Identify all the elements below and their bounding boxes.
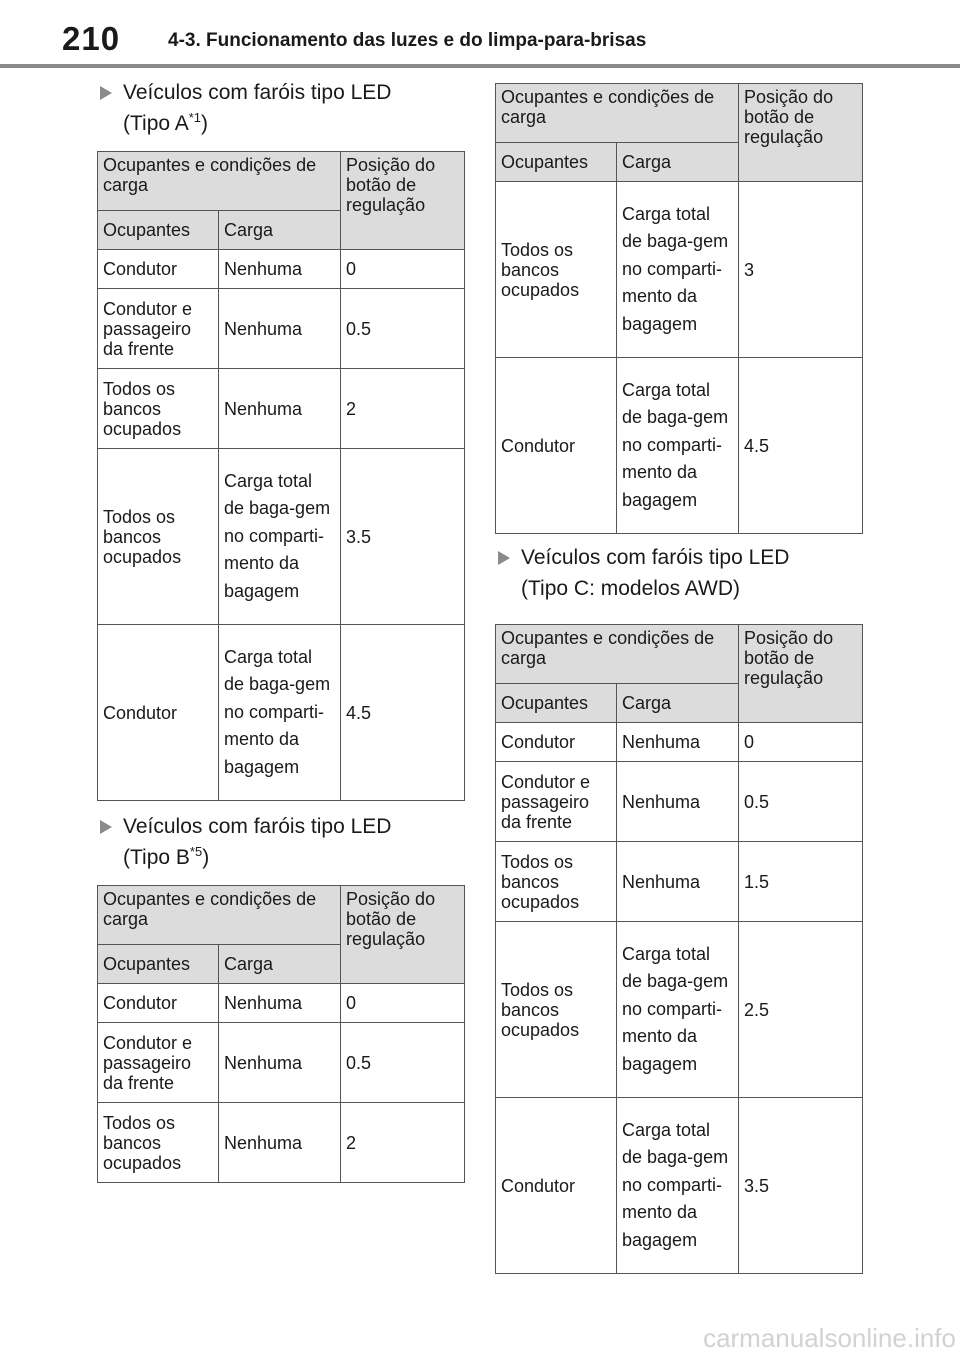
header-divider [0,64,960,68]
cell-position: 3.5 [739,1098,863,1274]
heading-line-2: (Tipo $A^{*1}$) [123,110,209,135]
cell-load: Nenhuma [219,1103,341,1183]
header-occupants: Ocupantes [496,143,617,182]
cell-occupants: Condutor [496,723,617,762]
cell-position: 4.5 [341,625,465,801]
cell-position: 2 [341,1103,465,1183]
header-occupants: Ocupantes [98,211,219,250]
table-row [98,369,465,449]
cell-load: Nenhuma [219,984,341,1023]
cell-position: 2 [341,369,465,449]
cell-occupants: Todos os bancos ocupados [98,449,219,625]
cell-occupants: Condutor e passageiro da frente [496,762,617,842]
cell-load: Nenhuma [219,250,341,289]
header-occupants-and-load: Ocupantes e condições de carga [496,84,739,143]
header-occupants: Ocupantes [496,684,617,723]
header-dial-position: Posição do botão de regulação [341,152,465,250]
cell-position: 1.5 [739,842,863,922]
table-row [98,289,465,369]
header-load: Carga [219,945,341,984]
header-occupants: Ocupantes [98,945,219,984]
table-type-b [97,885,465,1183]
header-load: Carga [617,684,739,723]
cell-position: 0 [341,250,465,289]
section-heading-type-b [97,811,464,873]
heading-line-1: Veículos com faróis tipo LED [521,546,790,569]
header-occupants-and-load: Ocupantes e condições de carga [496,625,739,684]
bullet-arrow-icon [498,551,510,565]
cell-load: Carga total de baga-gem no comparti-mento da bagagem [617,922,739,1098]
header-occupants-and-load: Ocupantes e condições de carga [98,886,341,945]
cell-load: Nenhuma [617,842,739,922]
table-row [98,1023,465,1103]
right-column [495,83,862,1274]
cell-load: Carga total de baga-gem no comparti-mento da bagagem [617,182,739,358]
heading-line-1: Veículos com faróis tipo LED [123,81,392,104]
table-row [496,762,863,842]
bullet-arrow-icon [100,820,112,834]
bullet-arrow-icon [100,86,112,100]
cell-occupants: Condutor e passageiro da frente [98,1023,219,1103]
table-row [496,723,863,762]
table-row [98,250,465,289]
cell-position: 0.5 [341,289,465,369]
cell-occupants: Todos os bancos ocupados [496,842,617,922]
cell-load: Nenhuma [219,289,341,369]
cell-position: 0 [739,723,863,762]
cell-position: 2.5 [739,922,863,1098]
heading-line-1: Veículos com faróis tipo LED [123,815,392,838]
section-heading-type-a [97,77,464,139]
cell-position: 0.5 [341,1023,465,1103]
cell-occupants: Todos os bancos ocupados [98,369,219,449]
cell-occupants: Todos os bancos ocupados [496,922,617,1098]
cell-occupants: Condutor [98,984,219,1023]
table-row [496,358,863,534]
table-row [98,1103,465,1183]
table-type-b-continued [495,83,863,534]
table-row [98,984,465,1023]
heading-line-2: (Tipo C: modelos AWD) [521,577,740,600]
cell-occupants: Condutor e passageiro da frente [98,289,219,369]
watermark: carmanualsonline.info [703,1323,956,1353]
cell-load: Carga total de baga-gem no comparti-mento da bagagem [219,625,341,801]
cell-occupants: Condutor [98,250,219,289]
table-row [496,182,863,358]
section-heading-type-c [495,542,862,604]
cell-load: Carga total de baga-gem no comparti-mento da bagagem [617,1098,739,1274]
header-occupants-and-load: Ocupantes e condições de carga [98,152,341,211]
table-row [496,922,863,1098]
table-type-a [97,151,465,801]
cell-occupants: Condutor [496,358,617,534]
header-dial-position: Posição do botão de regulação [739,625,863,723]
cell-position: 4.5 [739,358,863,534]
cell-position: 0 [341,984,465,1023]
left-column [97,77,464,1183]
cell-occupants: Condutor [98,625,219,801]
header-dial-position: Posição do botão de regulação [341,886,465,984]
section-title: 4-3. Funcionamento das luzes e do limpa-para-brisas [168,30,647,51]
table-row [98,449,465,625]
table-row [496,842,863,922]
cell-position: 3 [739,182,863,358]
table-row [496,1098,863,1274]
header-load: Carga [617,143,739,182]
cell-occupants: Todos os bancos ocupados [496,182,617,358]
cell-occupants: Condutor [496,1098,617,1274]
cell-position: 0.5 [739,762,863,842]
cell-load: Nenhuma [617,723,739,762]
cell-load: Nenhuma [219,1023,341,1103]
cell-load: Nenhuma [617,762,739,842]
table-row [98,625,465,801]
heading-line-2: (Tipo $B^{*5}$) [123,844,210,869]
cell-load: Carga total de baga-gem no comparti-mento da bagagem [617,358,739,534]
cell-load: Carga total de baga-gem no comparti-mento da bagagem [219,449,341,625]
cell-position: 3.5 [341,449,465,625]
table-type-c [495,624,863,1274]
page-header [0,0,960,68]
cell-occupants: Todos os bancos ocupados [98,1103,219,1183]
header-dial-position: Posição do botão de regulação [739,84,863,182]
cell-load: Nenhuma [219,369,341,449]
page-number: 210 [62,20,121,57]
header-load: Carga [219,211,341,250]
